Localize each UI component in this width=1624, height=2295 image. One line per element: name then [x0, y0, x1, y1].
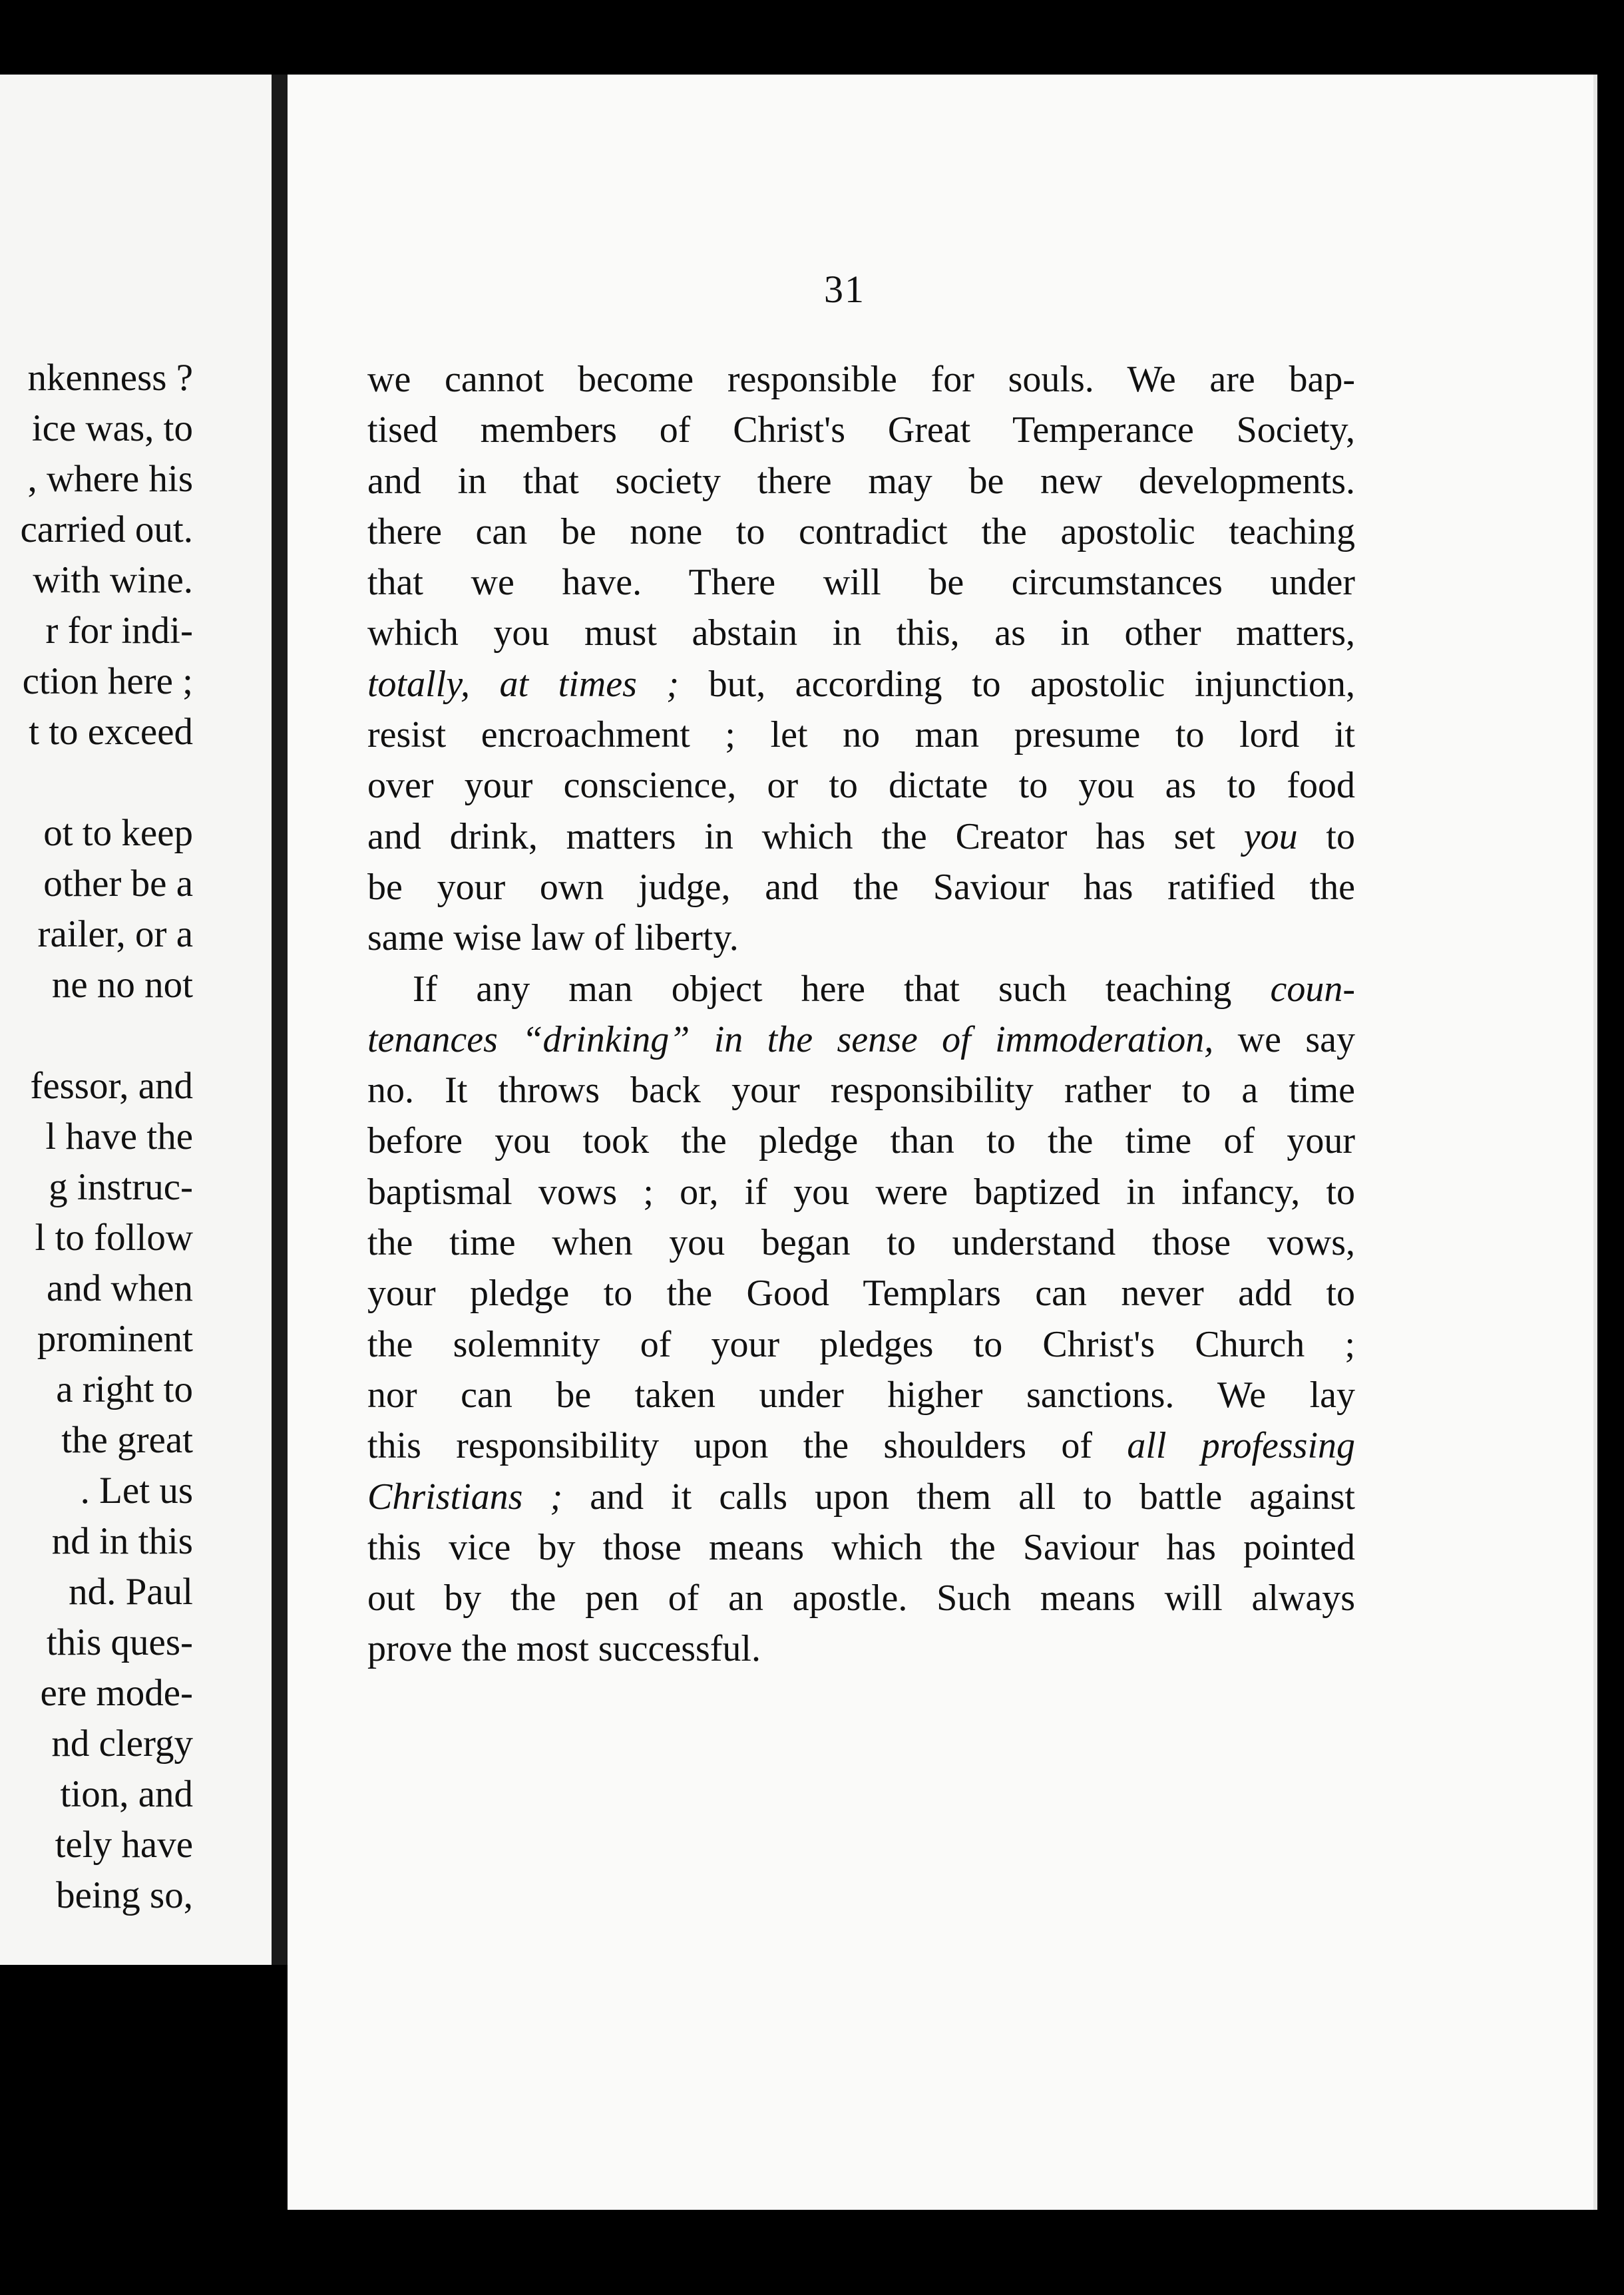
italic-text: you [1243, 815, 1298, 857]
paragraph-gap [0, 757, 193, 808]
text-line: ne no not [51, 964, 193, 1006]
italic-text: in the sense of immoderation, [713, 1018, 1214, 1060]
text-line: out by the pen of an apostle. Such means will always [367, 1577, 1355, 1619]
text-line: before you took the pledge than to the time of your [367, 1120, 1355, 1162]
text-line: , where his [27, 458, 193, 500]
text-span: to [1297, 815, 1355, 857]
text-line: being so, [56, 1874, 193, 1916]
text-span: this responsibility upon the shoulders of [367, 1425, 1127, 1467]
text-line: same wise law of liberty. [367, 917, 739, 959]
text-span: and drink, matters in which the Creator has set [367, 815, 1244, 857]
text-span: and it calls upon them all to battle against [562, 1476, 1355, 1518]
text-line: ere mode- [40, 1672, 193, 1714]
text-line: nkenness ? [27, 357, 193, 399]
text-line: with wine. [33, 559, 193, 601]
page-edge [1593, 75, 1597, 2210]
text-line: ot to keep [43, 812, 193, 854]
text-line: tely have [55, 1824, 193, 1866]
text-line: railer, or a [37, 913, 193, 955]
text-line: nd clergy [51, 1723, 193, 1765]
page-body [367, 354, 1355, 1675]
text-line: nd. Paul [69, 1571, 193, 1613]
text-line: there can be none to contradict the apostolic teaching [367, 511, 1355, 552]
previous-page-fragment [0, 75, 272, 1965]
text-line [367, 659, 1355, 710]
text-line: prove the most successful. [367, 1628, 761, 1670]
text-line: ice was, to [31, 407, 193, 449]
text-line: and in that society there may be new developments. [367, 460, 1355, 502]
text-line [367, 1472, 1355, 1522]
text-line: resist encroachment ; let no man presume to lord it [367, 714, 1355, 756]
text-line: ction here ; [22, 660, 193, 702]
text-line: over your conscience, or to dictate to you as to food [367, 765, 1355, 807]
text-line: . Let us [80, 1470, 193, 1512]
italic-text: totally, at times ; [367, 663, 680, 705]
text-line: this vice by those means which the Saviour has pointed [367, 1526, 1355, 1568]
text-line: nd in this [51, 1520, 193, 1562]
italic-text: coun- [1270, 968, 1355, 1010]
text-line: we cannot become responsible for souls. We are bap- [367, 359, 1355, 400]
text-line: tion, and [60, 1773, 193, 1815]
text-line: t to exceed [29, 711, 193, 753]
text-line: the great [61, 1419, 193, 1461]
text-line: and when [46, 1267, 193, 1309]
text-line: fessor, and [30, 1065, 193, 1107]
text-line: tised members of Christ's Great Temperance Society, [367, 409, 1355, 451]
text-line: no. It throws back your responsibility rather to a time [367, 1070, 1355, 1112]
text-line: r for indi- [45, 610, 193, 652]
text-line: a right to [56, 1368, 193, 1410]
text-line: l to follow [35, 1217, 193, 1259]
text-line: nor can be taken under higher sanctions. We lay [367, 1374, 1355, 1416]
text-line: which you must abstain in this, as in other matters, [367, 612, 1355, 654]
italic-text: Christians ; [367, 1476, 563, 1518]
text-span: we say [1213, 1018, 1355, 1060]
previous-page-text [0, 353, 193, 1921]
text-line: the solemnity of your pledges to Christ's Church ; [367, 1323, 1355, 1365]
text-line: baptismal vows ; or, if you were baptized in infancy, to [367, 1171, 1355, 1213]
text-span: but, according to apostolic injunction, [679, 663, 1355, 705]
text-line: l have the [45, 1116, 193, 1157]
text-line [367, 811, 1355, 862]
paragraph-gap [0, 1010, 193, 1061]
text-line [367, 1420, 1355, 1471]
italic-text: “drinking” [497, 1018, 714, 1060]
text-line [367, 964, 1355, 1014]
text-line: your pledge to the Good Templars can never add to [367, 1273, 1355, 1315]
text-line: be your own judge, and the Saviour has ratified the [367, 866, 1355, 908]
text-line: the time when you began to understand those vows, [367, 1222, 1355, 1264]
text-line: other be a [43, 863, 193, 905]
text-span: If any man object here that such teaching [413, 968, 1271, 1010]
text-line: this ques- [46, 1621, 193, 1663]
text-line: g instruc- [49, 1166, 193, 1208]
italic-text: all professing [1127, 1425, 1356, 1467]
text-line [367, 1014, 1355, 1065]
text-line: that we have. There will be circumstances under [367, 562, 1355, 604]
italic-text: tenances [367, 1018, 498, 1060]
book-gutter [272, 75, 288, 1965]
text-line: prominent [37, 1318, 193, 1360]
page-number: 31 [824, 268, 865, 311]
text-line: carried out. [20, 509, 193, 550]
